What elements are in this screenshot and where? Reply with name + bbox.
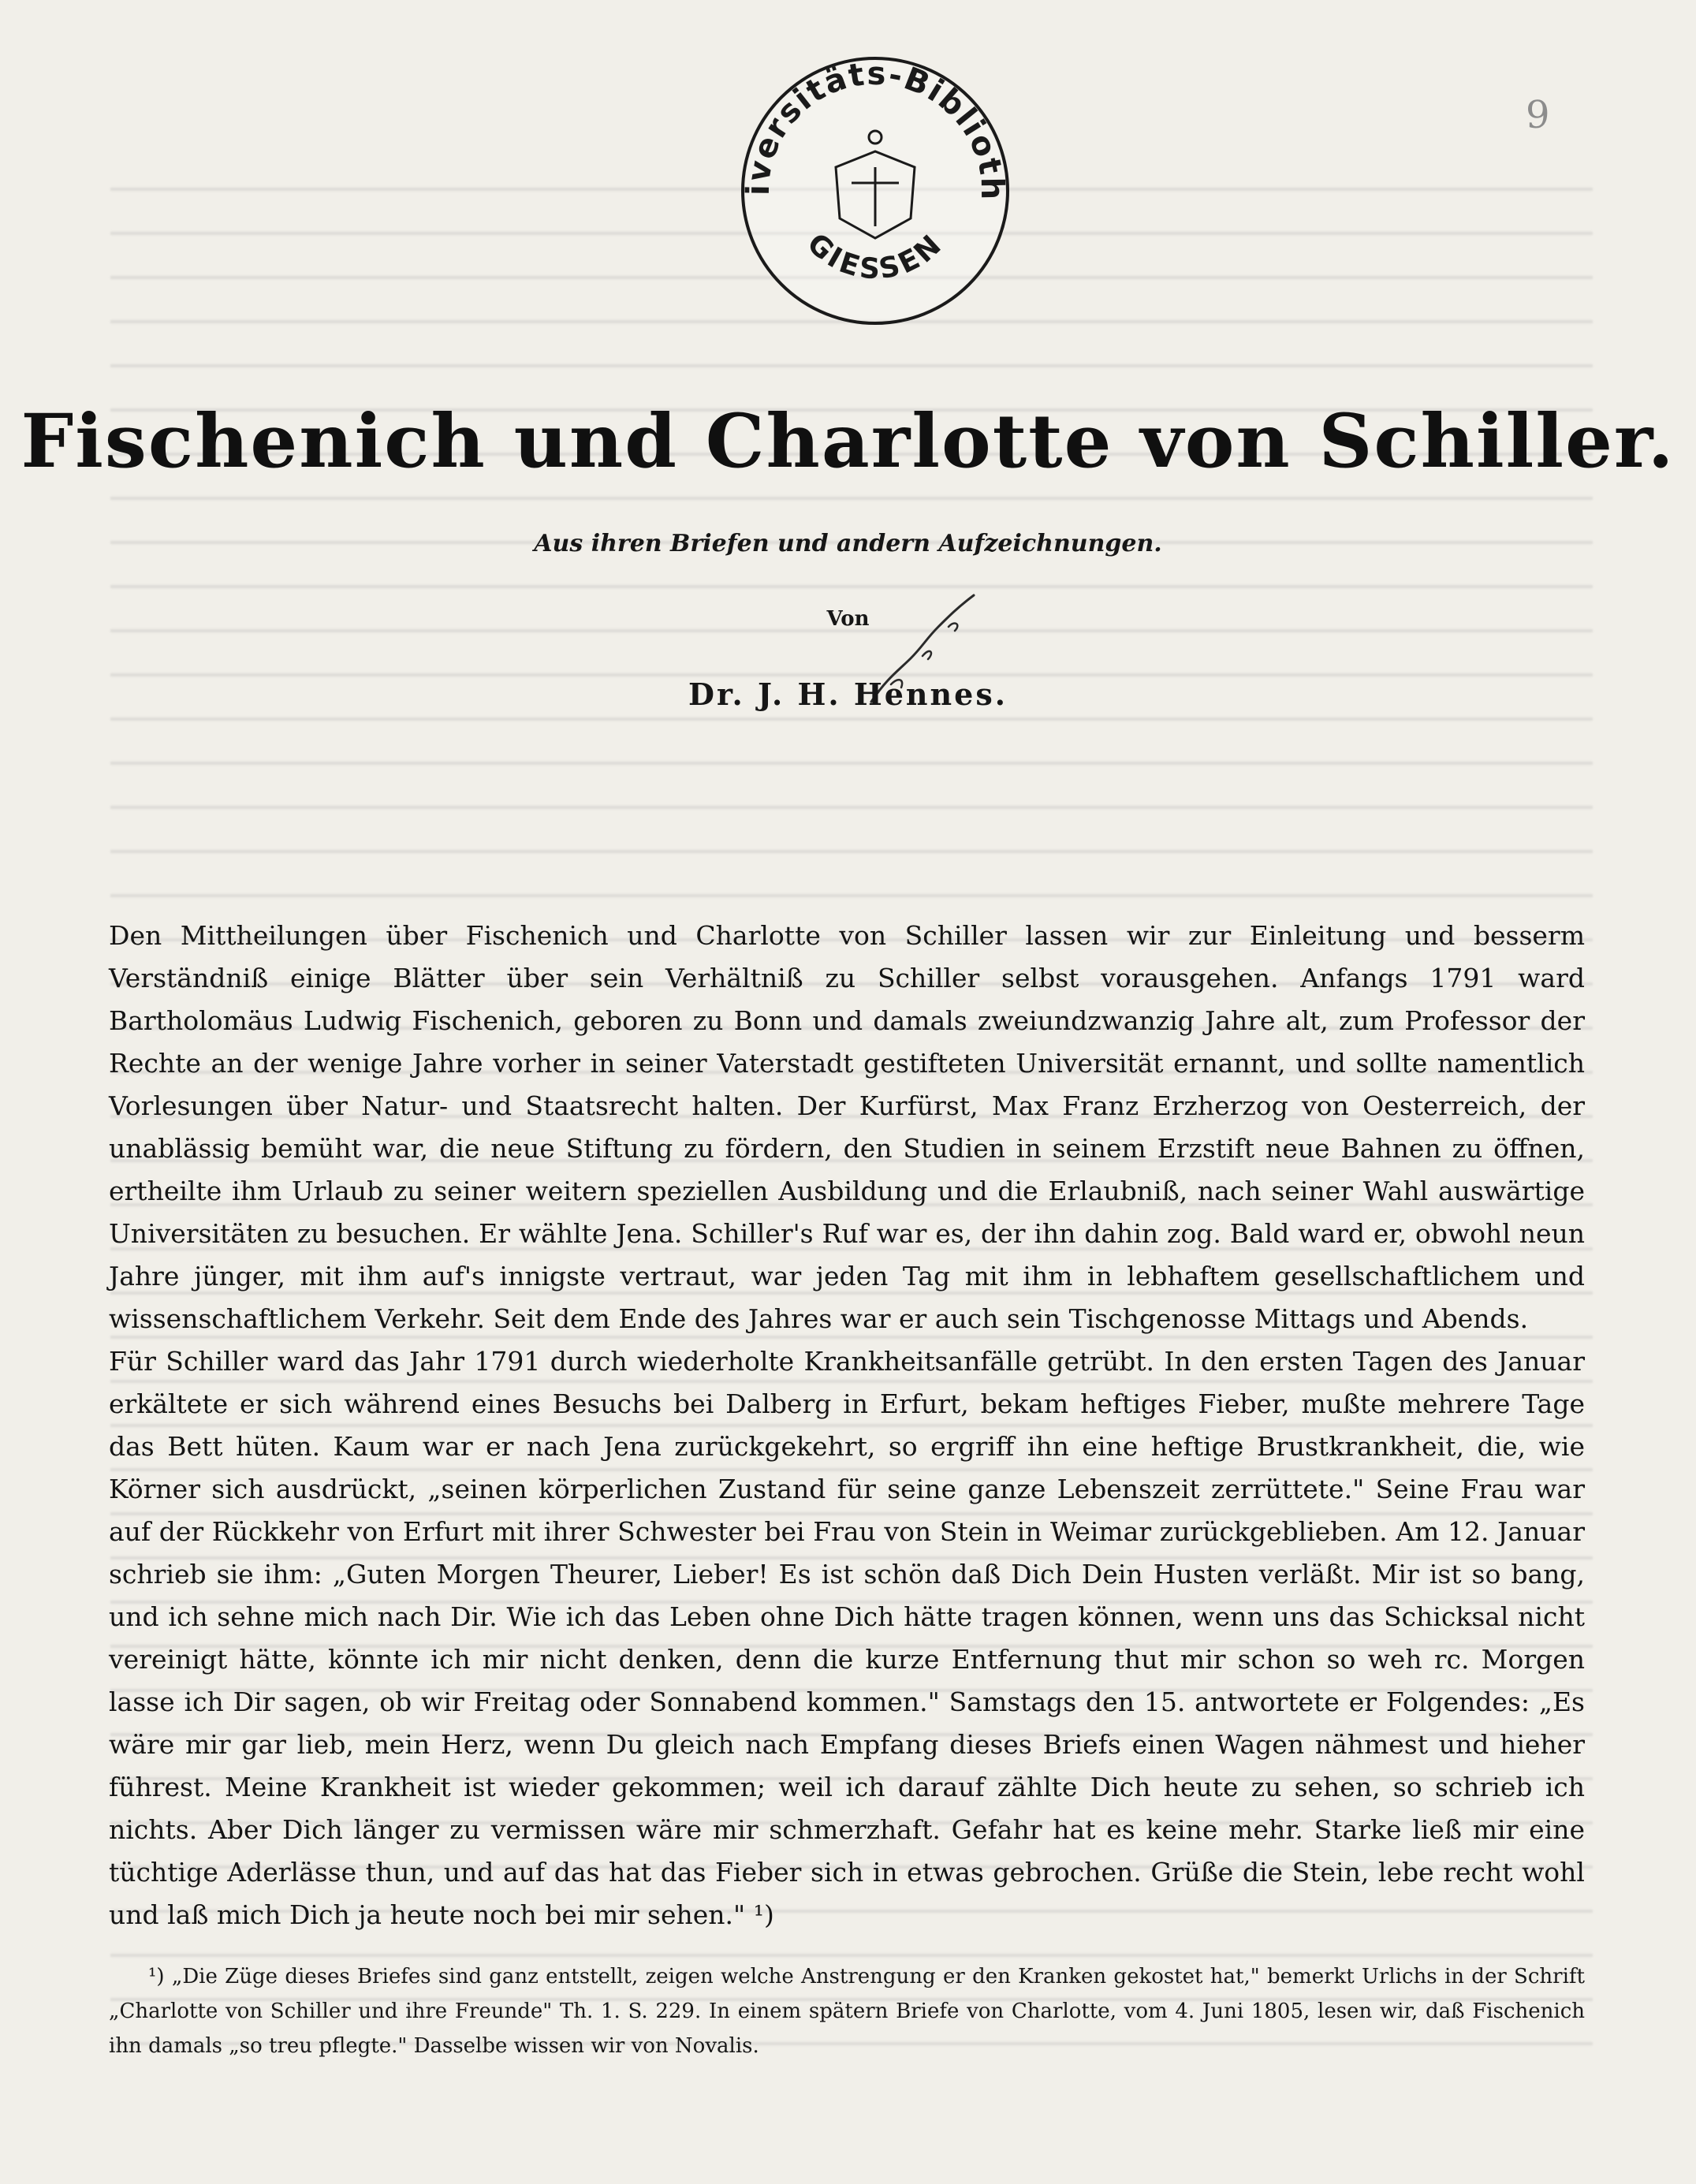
- stamp-top-text: iversitäts-Biblioth: [740, 55, 1011, 202]
- footnote-section: [109, 1959, 1585, 2063]
- paragraph: Den Mittheilungen über Fischenich und Charlotte von Schiller lassen wir zur Einleitung und besserm Verständniß einige Blätter über sein Verhältniß zu Schiller selbst vorausgehen. Anfangs 1791 ward Bartholomäus Ludwig Fischenich, geboren zu Bonn und damals zweiundzwanzig Jahre alt, zum Professor der Rechte an der wenige Jahre vorher in seiner Vaterstadt gestifteten Universität ernannt, und sollte namentlich Vorlesungen über Natur- und Staatsrecht halten. Der Kurfürst, Max Franz Erzherzog von Oesterreich, der unablässig bemüht war, die neue Stiftung zu fördern, den Studien in seinem Erzstift neue Bahnen zu öffnen, ertheilte ihm Urlaub zu seiner weitern speziellen Ausbildung und die Erlaubniß, nach seiner Wahl auswärtige Universitäten zu besuchen. Er wählte Jena. Schiller's Ruf war es, der ihn dahin zog. Bald ward er, obwohl neun Jahre jünger, mit ihm auf's innigste vertraut, war jeden Tag mit ihm in lebhaftem gesellschaftlichem und wissenschaftlichem Verkehr. Seit dem Ende des Jahres war er auch sein Tischgenosse Mittags und Abends.: [109, 920, 1585, 1334]
- page-number: 9: [1526, 93, 1550, 137]
- paragraph: Für Schiller ward das Jahr 1791 durch wiederholte Krankheitsanfälle getrübt. In den ersten Tagen des Januar erkältete er sich während eines Besuchs bei Dalberg in Erfurt, bekam heftiges Fieber, mußte mehrere Tage das Bett hüten. Kaum war er nach Jena zurückgekehrt, so ergriff ihn eine heftige Brustkrankheit, die, wie Körner sich ausdrückt, „seinen körperlichen Zustand für seine ganze Lebenszeit zerrüttete." Seine Frau war auf der Rückkehr von Erfurt mit ihrer Schwester bei Frau von Stein in Weimar zurückgeblieben. Am 12. Januar schrieb sie ihm: „Guten Morgen Theurer, Lieber! Es ist schön daß Dich Dein Husten verläßt. Mir ist so bang, und ich sehne mich nach Dir. Wie ich das Leben ohne Dich hätte tragen können, wenn uns das Schicksal nicht vereinigt hätte, könnte ich mir nicht denken, denn die kurze Entfernung thut mir schon so weh rc. Morgen lasse ich Dir sagen, ob wir Freitag oder Sonnabend kommen." Samstags den 15. antwortete er Folgendes: „Es wäre mir gar lieb, mein Herz, wenn Du gleich nach Empfang dieses Briefs einen Wagen nähmest und hieher führest. Meine Krankheit ist wieder gekommen; weil ich darauf zählte Dich heute zu sehen, so schrieb ich nichts. Aber Dich länger zu vermissen wäre mir schmerzhaft. Gefahr hat es keine mehr. Starke ließ mir eine tüchtige Aderlässe thun, und auf das hat das Fieber sich in etwas gebrochen. Grüße die Stein, lebe recht wohl und laß mich Dich ja heute noch bei mir sehen." ¹): [109, 1346, 1585, 1930]
- stamp-bottom-text: GIESSEN: [800, 227, 950, 286]
- byline-von: Von: [826, 607, 870, 631]
- library-stamp: [733, 49, 1017, 333]
- page-title: Fischenich und Charlotte von Schiller.: [21, 398, 1675, 485]
- footnote: ¹) „Die Züge dieses Briefes sind ganz entstellt, zeigen welche Anstrengung er den Kranken gekostet hat," bemerkt Urlichs in der Schrift „Charlotte von Schiller und ihre Freunde" Th. 1. S. 229. In einem spätern Briefe von Charlotte, vom 4. Juni 1805, lesen wir, daß Fischenich ihn damals „so treu pflegte." Dasselbe wissen wir von Novalis.: [109, 1965, 1585, 2058]
- author-name: Dr. J. H. Hennes.: [688, 676, 1008, 712]
- article-body: [109, 915, 1585, 1936]
- page-subtitle: Aus ihren Briefen und andern Aufzeichnungen.: [534, 530, 1162, 557]
